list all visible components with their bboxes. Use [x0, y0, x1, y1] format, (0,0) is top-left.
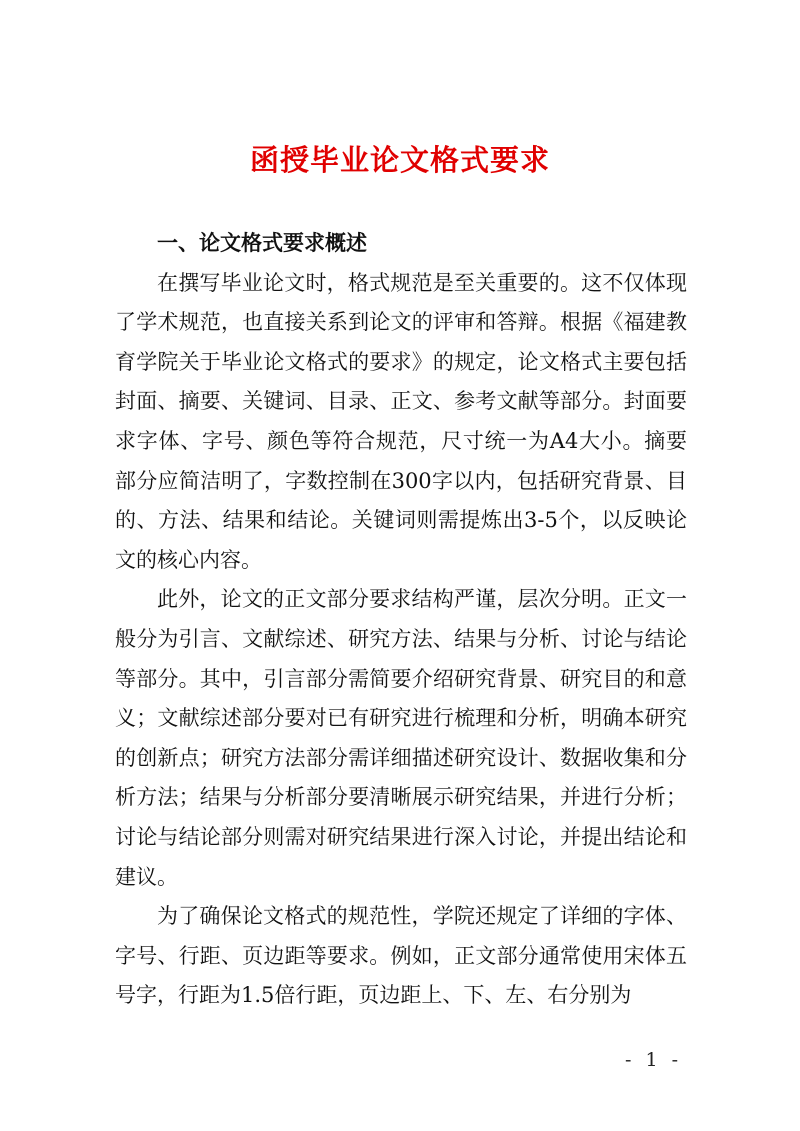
paragraph-2: 此外，论文的正文部分要求结构严谨，层次分明。正文一般分为引言、文献综述、研究方法、结果与分析、讨论与结论等部分。其中，引言部分需简要介绍研究背景、研究目的和意义；文献综述部分要对已有研究进行梳理和分析，明确本研究的创新点；研究方法部分需详细描述研究设计、数据收集和分析方法；结果与分析部分要清晰展示研究结果，并进行分析；讨论与结论部分则需对研究结果进行深入讨论，并提出结论和建议。	[115, 587, 687, 889]
page-number: - 1 -	[624, 1049, 682, 1071]
paragraph-3: 为了确保论文格式的规范性，学院还规定了详细的字体、字号、行距、页边距等要求。例如，正文部分通常使用宋体五号字，行距为1.5倍行距，页边距上、下、左、右分别为	[115, 904, 687, 1008]
document-title: 函授毕业论文格式要求	[249, 143, 550, 177]
section-heading: 一、论文格式要求概述	[157, 231, 367, 255]
document-body	[115, 224, 687, 1016]
paragraph-1: 在撰写毕业论文时，格式规范是至关重要的。这不仅体现了学术规范，也直接关系到论文的评审和答辩。根据《福建教育学院关于毕业论文格式的要求》的规定，论文格式主要包括封面、摘要、关键词、目录、正文、参考文献等部分。封面要求字体、字号、颜色等符合规范，尺寸统一为A4大小。摘要部分应简洁明了，字数控制在300字以内，包括研究背景、目的、方法、结果和结论。关键词则需提炼出3-5个，以反映论文的核心内容。	[115, 270, 687, 572]
